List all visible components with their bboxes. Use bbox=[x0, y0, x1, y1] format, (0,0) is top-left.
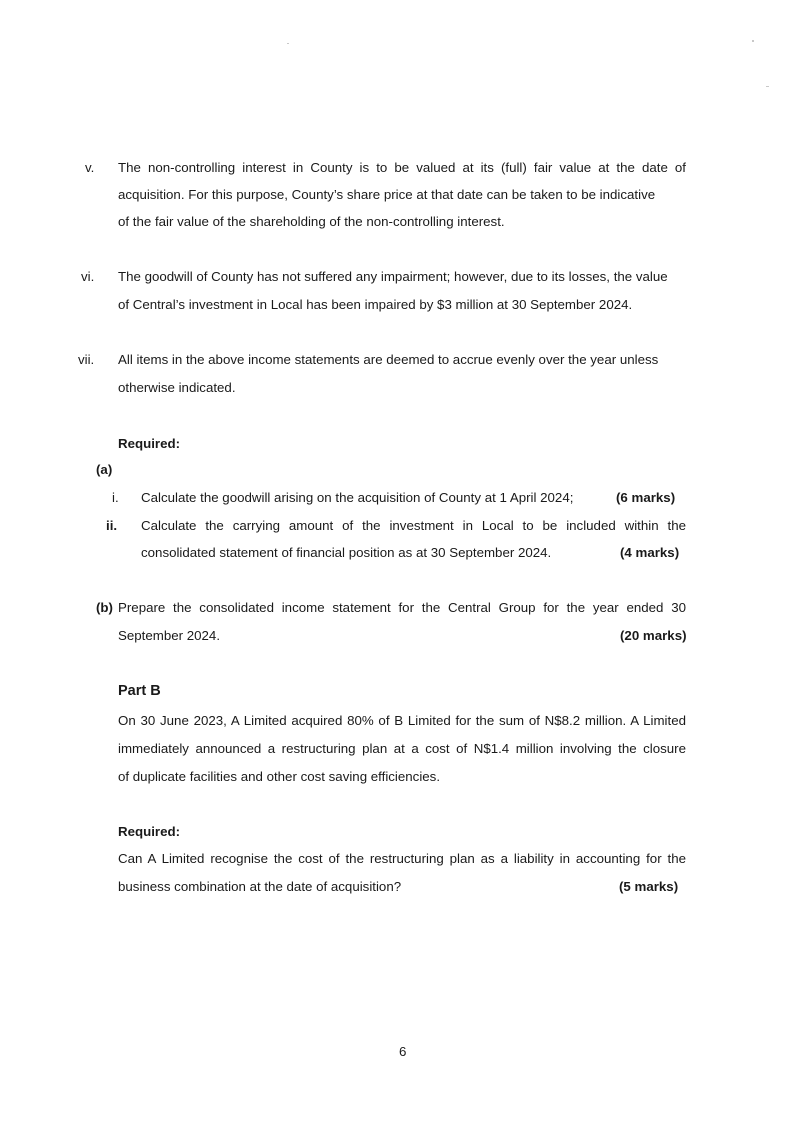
part-b-line1: On 30 June 2023, A Limited acquired 80% of B Limited for the sum of N$8.2 million. A Limited bbox=[118, 713, 686, 728]
question-b-label: (b) bbox=[96, 600, 113, 615]
question-a-ii-numeral: ii. bbox=[106, 518, 118, 533]
question-a-ii-line2: consolidated statement of financial position as at 30 September 2024. bbox=[141, 545, 552, 560]
note-vii-numeral: vii. bbox=[78, 352, 95, 367]
part-b-line3: of duplicate facilities and other cost saving efficiencies. bbox=[118, 769, 441, 784]
part-b-line2: immediately announced a restructuring plan at a cost of N$1.4 million involving the closure bbox=[118, 741, 686, 756]
page-number: 6 bbox=[399, 1044, 407, 1059]
note-vii-line1: All items in the above income statements are deemed to accrue evenly over the year unless bbox=[118, 352, 659, 367]
question-b-marks: (20 marks) bbox=[620, 628, 687, 643]
note-vi-numeral: vi. bbox=[81, 269, 95, 284]
note-v-numeral: v. bbox=[85, 160, 95, 175]
required-label-b: Required: bbox=[118, 824, 181, 839]
note-vi-line2: of Central’s investment in Local has been impaired by $3 million at 30 September 2024. bbox=[118, 297, 633, 312]
note-v-line2: acquisition. For this purpose, County’s share price at that date can be taken to be indicative bbox=[118, 187, 656, 202]
scan-speck bbox=[287, 43, 289, 44]
scan-speck bbox=[766, 86, 769, 87]
note-v-line1: The non-controlling interest in County is to be valued at its (full) fair value at the date of bbox=[118, 160, 686, 175]
note-vi-line1: The goodwill of County has not suffered any impairment; however, due to its losses, the value bbox=[118, 269, 668, 284]
part-b-question-line2: business combination at the date of acquisition? bbox=[118, 879, 402, 894]
required-label-a: Required: bbox=[118, 436, 181, 451]
question-a-i-text: Calculate the goodwill arising on the acquisition of County at 1 April 2024; bbox=[141, 490, 574, 505]
question-b-line2: September 2024. bbox=[118, 628, 221, 643]
question-a-label: (a) bbox=[96, 462, 113, 477]
question-b-line1: Prepare the consolidated income statement for the Central Group for the year ended 30 bbox=[118, 600, 686, 615]
question-a-ii-marks: (4 marks) bbox=[620, 545, 680, 560]
part-b-heading: Part B bbox=[118, 683, 161, 699]
note-vii-line2: otherwise indicated. bbox=[118, 380, 236, 395]
part-b-marks: (5 marks) bbox=[619, 879, 679, 894]
question-a-i-marks: (6 marks) bbox=[616, 490, 676, 505]
question-a-ii-line1: Calculate the carrying amount of the investment in Local to be included within the bbox=[141, 518, 686, 533]
note-v-line3: of the fair value of the shareholding of the non-controlling interest. bbox=[118, 214, 505, 229]
scan-speck bbox=[752, 40, 754, 42]
question-a-i-numeral: i. bbox=[112, 490, 119, 505]
part-b-question-line1: Can A Limited recognise the cost of the restructuring plan as a liability in accounting for the bbox=[118, 851, 686, 866]
